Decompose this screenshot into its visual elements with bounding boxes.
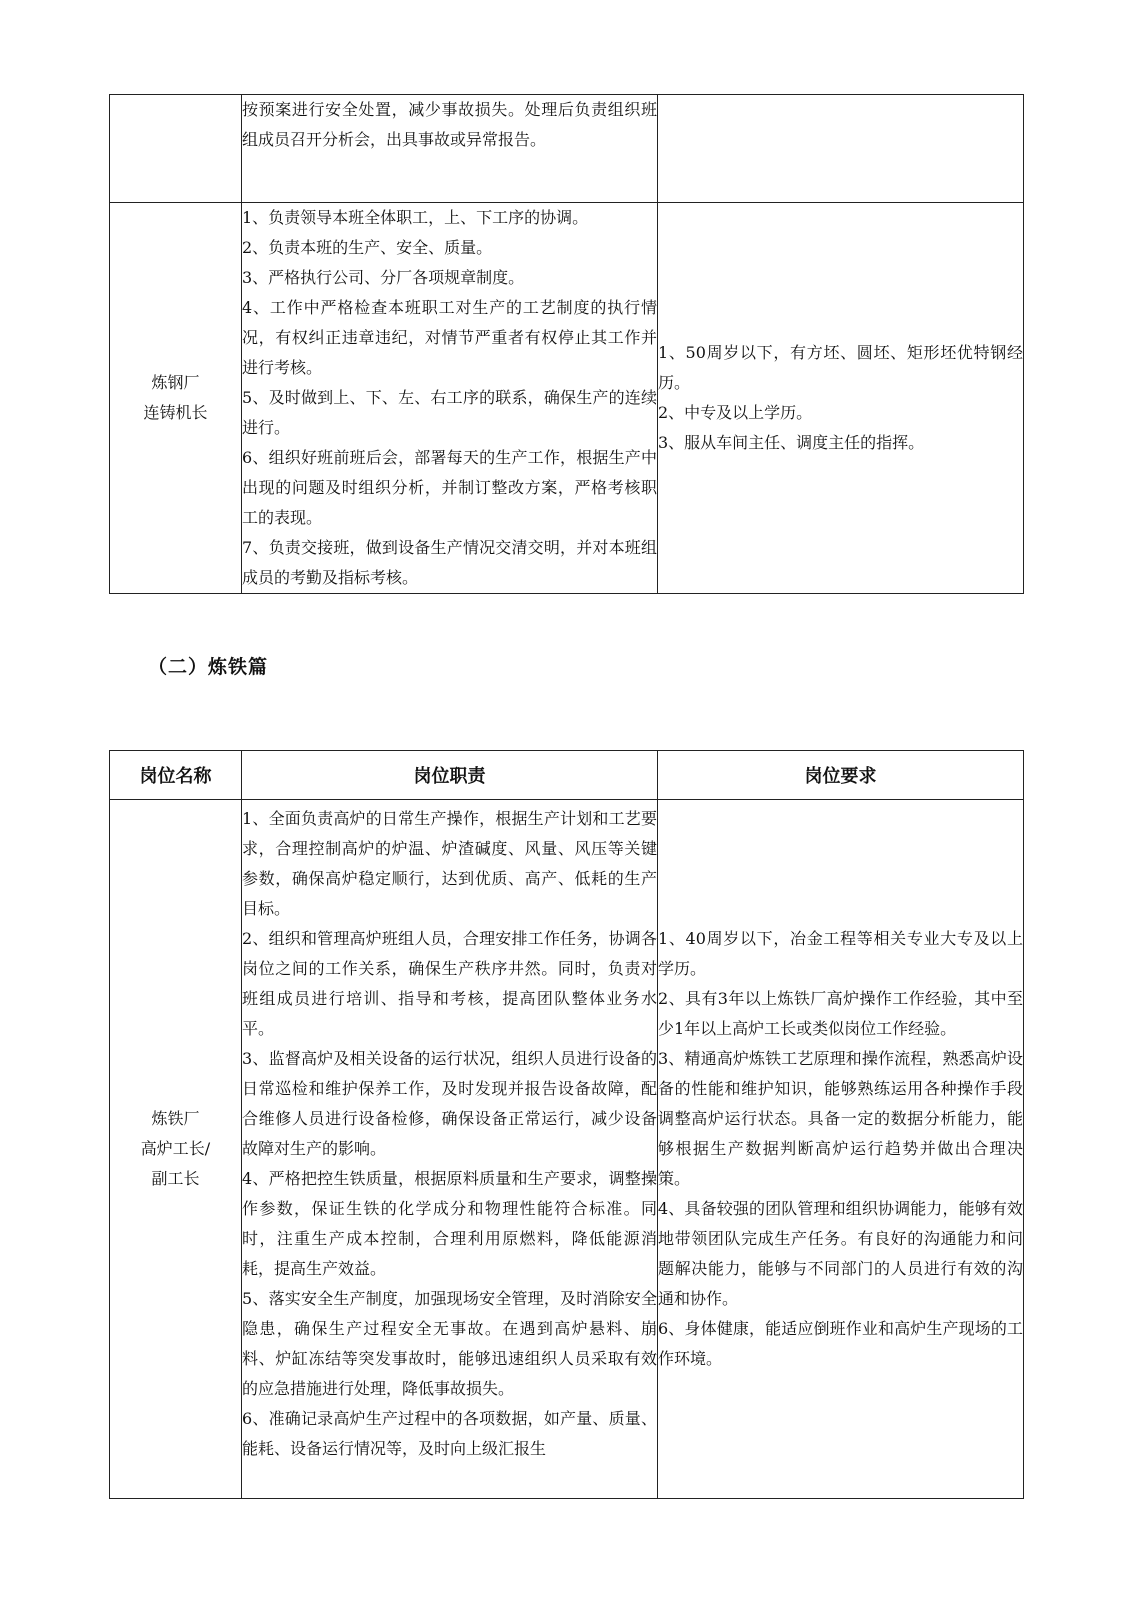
requirements-cell bbox=[658, 95, 1024, 203]
duty-item: 1、全面负责高炉的日常生产操作，根据生产计划和工艺要求，合理控制高炉的炉温、炉渣碱度、风量、风压等关键参数，确保高炉稳定顺行，达到优质、高产、低耗的生产目标。 bbox=[242, 809, 657, 918]
column-header-requirements: 岗位要求 bbox=[658, 751, 1024, 800]
requirements-cell bbox=[658, 203, 1024, 594]
steel-plant-positions-table bbox=[109, 94, 1024, 594]
duty-item: 7、负责交接班，做到设备生产情况交清交明，并对本班组成员的考勤及指标考核。 bbox=[242, 538, 657, 587]
requirement-item: 3、服从车间主任、调度主任的指挥。 bbox=[658, 433, 925, 452]
duties-cell bbox=[242, 800, 658, 1499]
duty-item: 5、落实安全生产制度，加强现场安全管理，及时消除安全隐患，确保生产过程安全无事故。在遇到高炉悬料、崩料、炉缸冻结等突发事故时，能够迅速组织人员采取有效的应急措施进行处理，降低事故损失。 bbox=[242, 1289, 657, 1398]
duty-item: 2、组织和管理高炉班组人员，合理安排工作任务，协调各岗位之间的工作关系，确保生产秩序井然。同时，负责对班组成员进行培训、指导和考核，提高团队整体业务水平。 bbox=[242, 929, 657, 1038]
duties-cell bbox=[242, 95, 658, 203]
table-row bbox=[110, 95, 1024, 203]
section-heading: （二）炼铁篇 bbox=[148, 656, 269, 678]
duty-item: 6、准确记录高炉生产过程中的各项数据，如产量、质量、能耗、设备运行情况等，及时向上级汇报生 bbox=[242, 1409, 657, 1458]
ironmaking-positions-table bbox=[109, 750, 1024, 1499]
column-header-duties: 岗位职责 bbox=[242, 751, 658, 800]
table-header-row bbox=[110, 751, 1024, 800]
requirements-cell bbox=[658, 800, 1024, 1499]
position-name-line: 炼钢厂 bbox=[151, 373, 200, 392]
position-name-line: 高炉工长/ bbox=[140, 1139, 211, 1158]
position-name-cell bbox=[110, 95, 242, 203]
position-name-cell bbox=[110, 800, 242, 1499]
duty-item: 3、监督高炉及相关设备的运行状况，组织人员进行设备的日常巡检和维护保养工作，及时发现并报告设备故障，配合维修人员进行设备检修，确保设备正常运行，减少设备故障对生产的影响。 bbox=[242, 1049, 657, 1158]
requirement-item: 6、身体健康，能适应倒班作业和高炉生产现场的工作环境。 bbox=[658, 1319, 1023, 1368]
requirement-item: 3、精通高炉炼铁工艺原理和操作流程，熟悉高炉设备的性能和维护知识，能够熟练运用各种操作手段调整高炉运行状态。具备一定的数据分析能力，能够根据生产数据判断高炉运行趋势并做出合理决策。 bbox=[658, 1049, 1023, 1188]
position-name-line: 副工长 bbox=[151, 1169, 200, 1188]
duty-item: 5、及时做到上、下、左、右工序的联系，确保生产的连续进行。 bbox=[242, 388, 657, 437]
requirement-item: 1、40周岁以下，冶金工程等相关专业大专及以上学历。 bbox=[658, 929, 1023, 978]
duty-item: 按预案进行安全处置，减少事故损失。处理后负责组织班组成员召开分析会，出具事故或异常报告。 bbox=[242, 100, 657, 149]
duties-cell bbox=[242, 203, 658, 594]
requirement-item: 2、中专及以上学历。 bbox=[658, 403, 813, 422]
duty-item: 4、严格把控生铁质量，根据原料质量和生产要求，调整操作参数，保证生铁的化学成分和物理性能符合标准。同时，注重生产成本控制，合理利用原燃料，降低能源消耗，提高生产效益。 bbox=[242, 1169, 657, 1278]
duty-item: 3、严格执行公司、分厂各项规章制度。 bbox=[242, 268, 525, 287]
table-row bbox=[110, 800, 1024, 1499]
duty-item: 1、负责领导本班全体职工，上、下工序的协调。 bbox=[242, 208, 589, 227]
table-row bbox=[110, 203, 1024, 594]
duty-item: 4、工作中严格检查本班职工对生产的工艺制度的执行情况，有权纠正违章违纪，对情节严重者有权停止其工作并进行考核。 bbox=[242, 298, 657, 377]
column-header-position-name: 岗位名称 bbox=[110, 751, 242, 800]
position-name-cell bbox=[110, 203, 242, 594]
requirement-item: 2、具有3年以上炼铁厂高炉操作工作经验，其中至少1年以上高炉工长或类似岗位工作经验。 bbox=[658, 989, 1023, 1038]
requirement-item: 4、具备较强的团队管理和组织协调能力，能够有效地带领团队完成生产任务。有良好的沟通能力和问题解决能力，能够与不同部门的人员进行有效的沟通和协作。 bbox=[658, 1199, 1023, 1308]
position-name-line: 炼铁厂 bbox=[151, 1109, 200, 1128]
position-name-line: 连铸机长 bbox=[143, 403, 208, 422]
duty-item: 2、负责本班的生产、安全、质量。 bbox=[242, 238, 493, 257]
duty-item: 6、组织好班前班后会，部署每天的生产工作，根据生产中出现的问题及时组织分析，并制订整改方案，严格考核职工的表现。 bbox=[242, 448, 657, 527]
requirement-item: 1、50周岁以下，有方坯、圆坯、矩形坯优特钢经历。 bbox=[658, 343, 1023, 392]
